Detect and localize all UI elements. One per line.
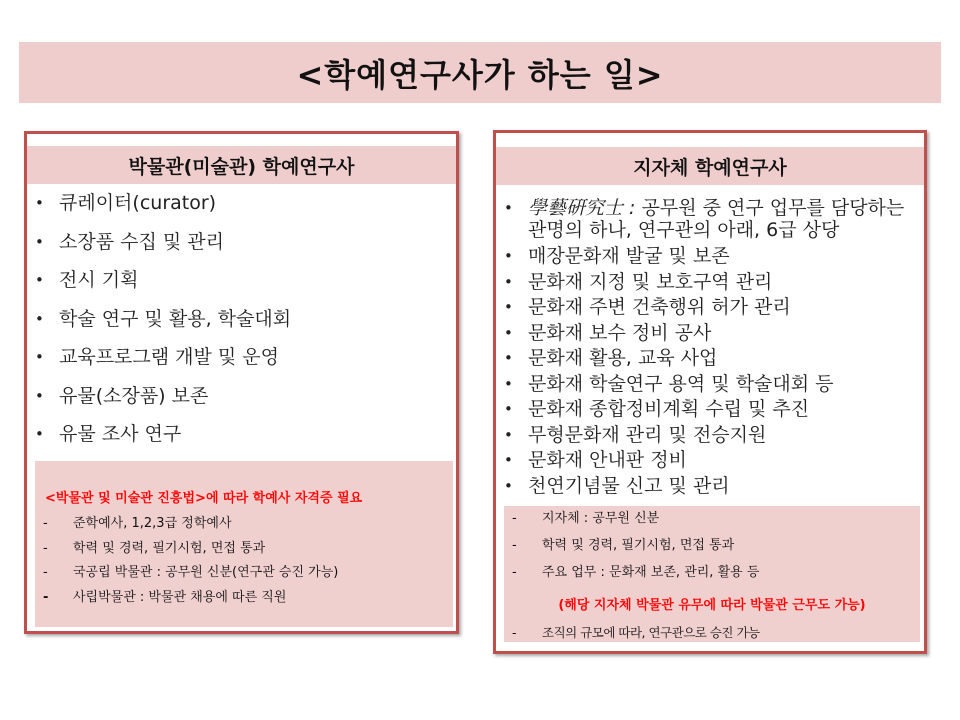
list-item: • 전시 기획	[27, 268, 452, 307]
museum-qualification-note	[35, 461, 453, 627]
list-item: • 유물(소장품) 보존	[27, 384, 452, 423]
list-item: • 문화재 학술연구 용역 및 학술대회 등	[496, 372, 921, 398]
note-item: - 지자체 : 공무원 신분	[512, 511, 660, 526]
note-item: - 국공립 박물관 : 공무원 신분(연구관 승진 가능)	[43, 565, 339, 580]
list-item: • 소장품 수집 및 관리	[27, 230, 452, 269]
note-item: - 준학예사, 1,2,3급 정학예사	[43, 516, 232, 531]
list-item: • 學藝硏究士 : 공무원 중 연구 업무를 담당하는 관명의 하나, 연구관의 아래, 6급 상당	[496, 197, 921, 241]
local-gov-curator-header: 지자체 학예연구사	[496, 147, 924, 185]
list-item: • 무형문화재 관리 및 전승지원	[496, 423, 921, 449]
list-item: • 매장문화재 발굴 및 보존	[496, 244, 921, 270]
note-item: - 조직의 규모에 따라, 연구관으로 승진 가능	[512, 625, 760, 640]
list-item: • 큐레이터(curator)	[27, 191, 452, 230]
note-item: - 학력 및 경력, 필기시험, 면접 통과	[512, 538, 735, 553]
list-item: • 문화재 종합정비계획 수립 및 추진	[496, 397, 921, 423]
list-item: • 문화재 주변 건축행위 허가 관리	[496, 295, 921, 321]
local-gov-status-note	[504, 506, 920, 642]
list-item: • 문화재 안내판 정비	[496, 448, 921, 474]
local-gov-duties-list	[496, 197, 921, 499]
museum-duties-list	[27, 191, 452, 461]
museum-curator-panel	[24, 131, 459, 634]
title-bar	[19, 42, 941, 103]
list-item: • 교육프로그램 개발 및 운영	[27, 345, 452, 384]
list-item: • 학술 연구 및 활용, 학술대회	[27, 307, 452, 346]
qualification-requirement: <박물관 및 미술관 진흥법>에 따라 학예사 자격증 필요	[45, 491, 363, 506]
note-item: - 학력 및 경력, 필기시험, 면접 통과	[43, 540, 266, 556]
list-item: • 문화재 지정 및 보호구역 관리	[496, 270, 921, 296]
note-item: - 사립박물관 : 박물관 채용에 따른 직원	[43, 589, 287, 605]
list-item: • 유물 조사 연구	[27, 422, 452, 461]
local-gov-curator-panel	[493, 130, 927, 654]
note-item: - 주요 업무 : 문화재 보존, 관리, 활용 등	[512, 565, 760, 580]
museum-curator-header: 박물관(미술관) 학예연구사	[27, 146, 456, 184]
list-item: • 천연기념물 신고 및 관리	[496, 474, 921, 500]
page-title: <학예연구사가 하는 일>	[296, 55, 664, 94]
museum-work-possible-note: (해당 지자체 박물관 유무에 따라 박물관 근무도 가능)	[558, 598, 866, 613]
curator-term: 學藝硏究士 :	[528, 197, 636, 219]
list-item: • 문화재 보수 정비 공사	[496, 321, 921, 347]
list-item: • 문화재 활용, 교육 사업	[496, 346, 921, 372]
